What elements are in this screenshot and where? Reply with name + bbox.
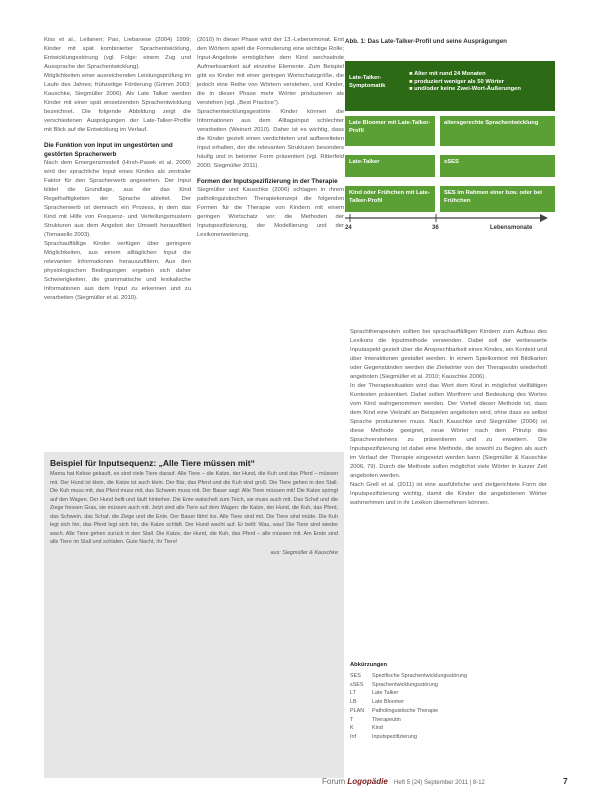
- abbreviation-row: LT Late Talker: [350, 690, 399, 697]
- figure-row-3-right: SES im Rahmen einer bzw. oder bei Frühchen: [440, 186, 555, 212]
- abbreviation-row: Inf Inputspezifizierung: [350, 733, 417, 740]
- abbreviation-row: K Kind: [350, 725, 383, 732]
- col3-paragraph-3: Nach Grell et al. (2011) ist eine ausführliche und zielgerichtete Form der Inputspezifizierung wichtig, damit die Kinder die angebotenen Wörter wahrnehmen und in ihr Lexikon übernehmen können.: [350, 482, 547, 506]
- footer: [322, 777, 485, 786]
- abbreviation-row: T Therapeutin: [350, 716, 401, 723]
- figure-bullet: ■ Alter mit rund 24 Monaten: [409, 71, 486, 77]
- footer-issue: Heft 5 (24) September 2011 | 8-12: [394, 780, 485, 786]
- example-box: [44, 452, 344, 778]
- footer-prefix: Forum: [322, 777, 346, 786]
- col3-paragraph-1: Sprachtherapeuten sollten bei sprachauffälligen Kindern zum Aufbau des Lexikons die Inputmethode verwenden. Dabei soll der verbesserte Inputaspekt gezielt über die Ansprechbarkeit eines Kindes, ein Kontext und über Interaktionen gestaltet werden. In einem Spielkontext mit Bildkarten oder Gegenständen werden die Zielwörter von der Therapeutin wiederholt angeboten (Siegmüller et al. 2010; Kauschke 2006).: [350, 329, 547, 380]
- abbreviation-row: LB Late Bloomer: [350, 699, 405, 706]
- figure-bullet: ■ und/oder keine Zwei-Wort-Äußerungen: [409, 86, 521, 92]
- col1-paragraph-2: Möglichkeiten einer ausreichenden Leistungsprüfung im Laufe des Jahres; frühzeitige Förderung (Grimm 2003; Kauschke, Siegmüller 2006). Als Late Talker werden Kinder mit einer spät einsetzenden Sprachentwicklung bezeichnet. Die folgende Abbildung zeigt die verschiedenen Ausprägungen der Late-Talker-Profile mit Blick auf die Entwicklung im Verlauf.: [44, 73, 191, 133]
- abbreviation-row: sSES Sprachentwicklungsstörung: [350, 681, 438, 688]
- figure-bullet-list: [409, 71, 553, 94]
- figure-row-2-right: sSES: [440, 155, 555, 177]
- abbreviation-row: PLAN Patholinguistische Therapie: [350, 707, 439, 714]
- figure-top-box: [345, 61, 555, 111]
- figure-bullet: ■ produziert weniger als 50 Wörter: [409, 78, 504, 85]
- col2-heading: Formen der Inputspezifizierung in der Therapie: [197, 178, 338, 185]
- figure-row-3-left: Kind oder Frühchen mit Late-Talker-Profil: [345, 186, 435, 212]
- page-number: 7: [563, 776, 568, 786]
- column-1: [44, 36, 191, 303]
- axis-tick-36: 36: [432, 225, 439, 231]
- example-text: Mama hat Kekse gekauft, es sind viele Tiere darauf. Alle Tiere – die Katze, der Hund, die Kuh und das Pferd – müssen mit. Der Hund ist klein, die Katze ist auch klein. Der Bär, das Pferd und die Kuh sind groß. Die Tiere gehen in den Stall. Die Kuh muss mit, das Pferd muss mit, das Schwein muss mit. Der Bauer sagt: Alle Tiere müssen mit! Die Katze springt auf den Wagen. Der Hund bellt und läuft hinterher. Die Ente watschelt zum Teich, sie muss auch mit. Das Schaf und die Ziege fressen Gras, sie müssen auch mit. Jetzt sind alle Tiere auf dem Wagen: die Katze, der Hund, die Kuh, das Pferd, das Schwein, das Schaf, die Ziege und die Ente. Der Bauer fährt los. Alle Tiere sind mit. Die Tiere sind müde. Die Kuh legt sich hin, das Pferd legt sich hin, die Katze schläft. Der Hund wacht auf. Er bellt: Wau, wau! Die Tiere sind wieder wach. Alle Tiere gehen zurück in den Stall. Die Katze, der Hund, die Kuh, das Pferd – alle müssen mit. Am Ende sind alle Tiere im Stall und schlafen. Gute Nacht, ihr Tiere!: [50, 471, 338, 545]
- journal-logo: Logopädie: [347, 777, 388, 786]
- axis-label: Lebensmonate: [490, 225, 533, 231]
- col1-paragraph-4: Sprachauffällige Kinder verfügen über geringere Möglichkeiten, aus einem alltäglichen Input die relevanten Informationen herauszufiltern. Aus den physiologischen Bedingungen ergeben sich daher Schwierigkeiten, die grammatische und lexikalische Informationen aus dem Input zu erkennen und zu verarbeiten (Siegmüller et al. 2010).: [44, 241, 191, 301]
- abbreviations: [350, 662, 555, 742]
- col2-paragraph-2: Sprachentwicklungsgestörte Kinder können die Informationen aus dem Alltagsinput schlechter verarbeiten (Weinert 2010). Daher ist es wichtig, dass die Kinder gezielt einen verdichteten und aufbereiteten Input erhalten, der die relevanten Strukturen besonders häufig und in betonter Form präsentiert (vgl. Ritterfeld 2000; Siegmüller 2011).: [197, 109, 344, 169]
- col1-paragraph-3: Nach dem Emergenzmodell (Hirsh-Pasek et al. 2000) wird der sprachliche Input eines Kindes als zentraler Faktor für den Spracherwerb angesehen. Der Input bildet die Grundlage, aus der das Kind Regelhaftigkeiten der Sprache ableitet. Der Spracherwerb ist demnach ein Prozess, in dem das Kind mit Hilfe von Frequenz- und Verteilungsmustern Strukturen aus dem Angebot der Umwelt herausfiltert (Tomasello 2003).: [44, 160, 191, 238]
- axis-tick-24: 24: [345, 225, 352, 231]
- figure-top-label: Late-Talker-Symptomatik: [349, 75, 386, 89]
- col1-heading: Die Funktion von Input im ungestörten und gestörten Spracherwerb: [44, 142, 173, 158]
- figure-row-1-right: altersgerechte Sprachentwicklung: [440, 116, 555, 146]
- example-title: Beispiel für Inputsequenz: „Alle Tiere müssen mit“: [50, 458, 255, 468]
- column-3: [350, 328, 547, 508]
- abbreviations-header: Abkürzungen: [350, 662, 388, 668]
- figure-title: Abb. 1: Das Late-Talker-Profil und seine Ausprägungen: [345, 38, 507, 45]
- abbreviation-row: SES Spezifische Sprachentwicklungsstörung: [350, 673, 467, 679]
- col2-paragraph-3: Siegmüller und Kauschke (2006) schlagen in ihrem patholinguistischen Therapiekonzept die folgenden Formen für die Therapie von Kindern mit einem geringen Wortschatz vor: die Methoden der Inputspezifizierung, der Modellierung und der Lexikonerweiterung.: [197, 187, 344, 238]
- column-2: [197, 36, 344, 240]
- col3-paragraph-2: In der Therapiesituation wird das Wort dem Kind in möglichst vielfältigen Kontexten präsentiert. Dabei sollen Wortform und Bedeutung des Wortes vom Kind wahrgenommen werden. Der Vorteil dieser Methode ist, dass dem Kind eine Vielzahl an Beispielen angeboten wird, ohne dass es selbst Sprache produzieren muss. Nach Kauschke und Siegmüller (2006) ist diese Methode geeignet, neue Wörter nach dem Prinzip des Sprachverstehens zu präsentieren und zu erweitern. Die Inputspezifizierung ist dabei eine Methode, die sowohl zu Beginn als auch im Verlauf der Therapie eingesetzt werden kann (Siegmüller & Kauschke 2006, 79). Durch die Methode sollen möglichst viele Wörter in kurzer Zeit angeboten werden.: [350, 383, 547, 479]
- figure-row-1-left: Late Bloomer mit Late-Talker-Profil: [345, 116, 435, 146]
- col2-paragraph-1: (2010) In dieser Phase wird der 13.-Lebensmonat. Erst den Wörtern spielt die Formulierung eine wichtige Rolle; Input-Angebote ermöglichen dem Kind wechselnde Aufmerksamkeit auf einzelne Elemente. Zum Beispiel gibt es Kinder mit einer geringen Wortschatzgröße, die jedoch eine Reihe von Wörtern verstehen, und Kinder, die in dieser Phase mehr Wörter produzieren als verstehen (vgl. „Best Practice“).: [197, 37, 344, 106]
- col1-paragraph-1: Kiss et al., Leilanen; Pao, Liebanese (2004) 1999; Kinder mit spät kombinierter Sprachentwicklung, Entwicklungsstörung (vgl. Folge: einem Zug und Aussprache der Sprachentwicklung).: [44, 37, 191, 70]
- figure-row-2-left: Late-Talker: [345, 155, 435, 177]
- example-credit: aus: Siegmüller & Kauschke: [270, 549, 338, 556]
